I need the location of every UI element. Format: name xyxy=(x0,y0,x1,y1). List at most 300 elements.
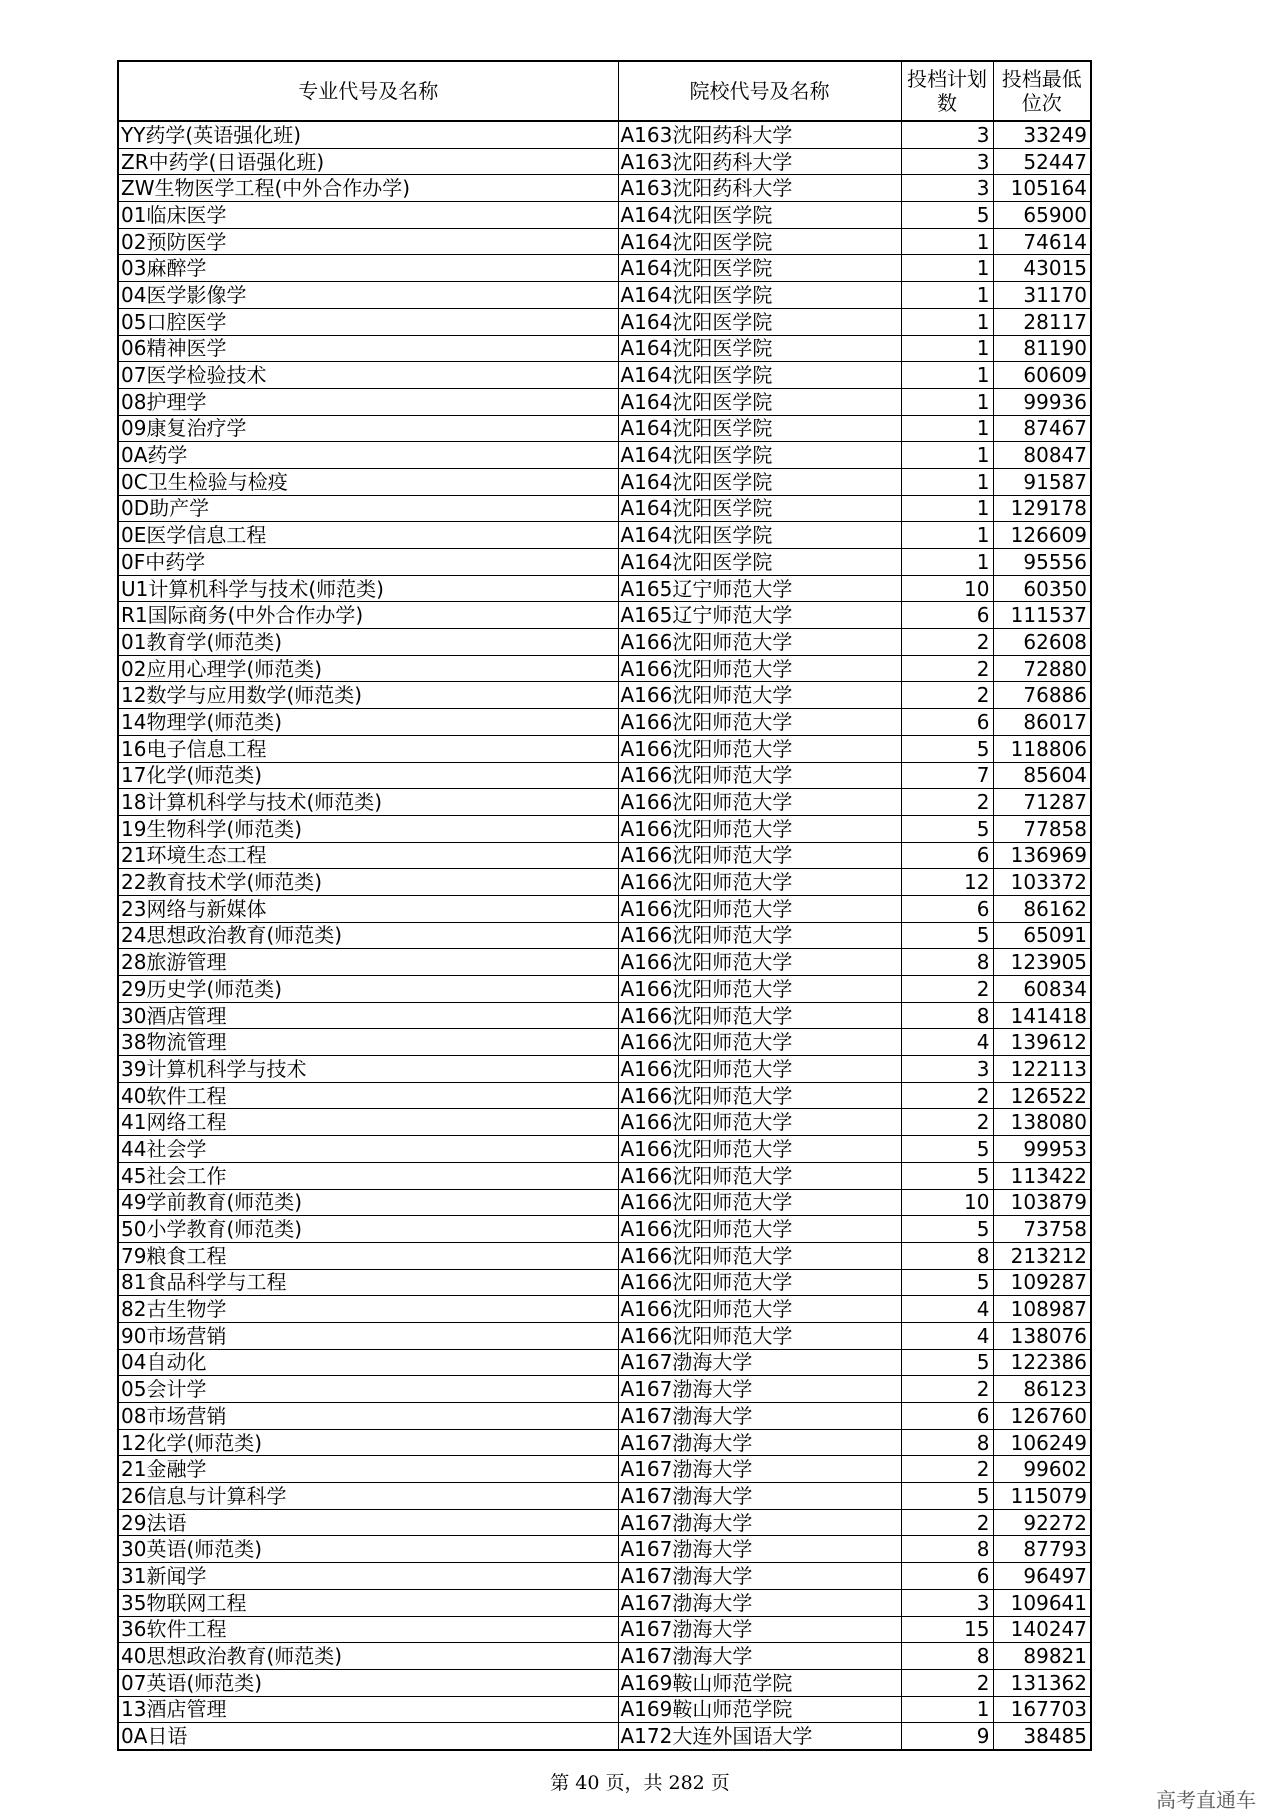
page-number: 第 40 页，共 282 页 xyxy=(550,1772,730,1794)
major-cell: ZR中药学(日语强化班) xyxy=(118,148,618,175)
table-row xyxy=(118,1029,1091,1056)
school-cell: A164沈阳医学院 xyxy=(618,415,901,442)
rank-cell: 52447 xyxy=(993,148,1091,175)
school-cell: A163沈阳药科大学 xyxy=(618,121,901,148)
plan-cell: 2 xyxy=(901,789,993,816)
major-cell: U1计算机科学与技术(师范类) xyxy=(118,575,618,602)
school-cell: A166沈阳师范大学 xyxy=(618,1029,901,1056)
major-cell: 09康复治疗学 xyxy=(118,415,618,442)
plan-cell: 1 xyxy=(901,415,993,442)
header-rank: 投档最低位次 xyxy=(993,61,1091,121)
table-row xyxy=(118,1403,1091,1430)
rank-cell: 31170 xyxy=(993,282,1091,309)
school-cell: A166沈阳师范大学 xyxy=(618,976,901,1003)
table-row xyxy=(118,869,1091,896)
rank-cell: 105164 xyxy=(993,175,1091,202)
major-cell: 28旅游管理 xyxy=(118,949,618,976)
major-cell: 29法语 xyxy=(118,1509,618,1536)
header-school: 院校代号及名称 xyxy=(618,61,901,121)
school-cell: A165辽宁师范大学 xyxy=(618,575,901,602)
school-cell: A164沈阳医学院 xyxy=(618,388,901,415)
major-cell: 0D助产学 xyxy=(118,495,618,522)
table-row xyxy=(118,762,1091,789)
rank-cell: 122113 xyxy=(993,1056,1091,1083)
plan-cell: 6 xyxy=(901,602,993,629)
school-cell: A172大连外国语大学 xyxy=(618,1723,901,1750)
rank-cell: 131362 xyxy=(993,1669,1091,1696)
plan-cell: 5 xyxy=(901,815,993,842)
school-cell: A166沈阳师范大学 xyxy=(618,1269,901,1296)
school-cell: A164沈阳医学院 xyxy=(618,549,901,576)
rank-cell: 76886 xyxy=(993,682,1091,709)
plan-cell: 5 xyxy=(901,1269,993,1296)
school-cell: A164沈阳医学院 xyxy=(618,442,901,469)
school-cell: A166沈阳师范大学 xyxy=(618,789,901,816)
table-body xyxy=(118,121,1091,1750)
major-cell: 08市场营销 xyxy=(118,1403,618,1430)
rank-cell: 138080 xyxy=(993,1109,1091,1136)
school-cell: A167渤海大学 xyxy=(618,1483,901,1510)
school-cell: A167渤海大学 xyxy=(618,1376,901,1403)
rank-cell: 129178 xyxy=(993,495,1091,522)
school-cell: A167渤海大学 xyxy=(618,1403,901,1430)
plan-cell: 9 xyxy=(901,1723,993,1750)
header-major: 专业代号及名称 xyxy=(118,61,618,121)
major-cell: 07英语(师范类) xyxy=(118,1669,618,1696)
major-cell: 19生物科学(师范类) xyxy=(118,815,618,842)
table-row xyxy=(118,1162,1091,1189)
major-cell: 04医学影像学 xyxy=(118,282,618,309)
major-cell: 07医学检验技术 xyxy=(118,362,618,389)
major-cell: 29历史学(师范类) xyxy=(118,976,618,1003)
school-cell: A166沈阳师范大学 xyxy=(618,1136,901,1163)
table-row xyxy=(118,549,1091,576)
rank-cell: 213212 xyxy=(993,1242,1091,1269)
table-row xyxy=(118,1002,1091,1029)
plan-cell: 1 xyxy=(901,388,993,415)
rank-cell: 167703 xyxy=(993,1696,1091,1723)
rank-cell: 95556 xyxy=(993,549,1091,576)
major-cell: 0C卫生检验与检疫 xyxy=(118,468,618,495)
table-row xyxy=(118,362,1091,389)
plan-cell: 8 xyxy=(901,1002,993,1029)
rank-cell: 103879 xyxy=(993,1189,1091,1216)
major-cell: 03麻醉学 xyxy=(118,255,618,282)
plan-cell: 10 xyxy=(901,575,993,602)
plan-cell: 5 xyxy=(901,735,993,762)
school-cell: A164沈阳医学院 xyxy=(618,255,901,282)
major-cell: 12数学与应用数学(师范类) xyxy=(118,682,618,709)
major-cell: 44社会学 xyxy=(118,1136,618,1163)
major-cell: 01临床医学 xyxy=(118,202,618,229)
plan-cell: 2 xyxy=(901,1509,993,1536)
table-row xyxy=(118,495,1091,522)
plan-cell: 5 xyxy=(901,1483,993,1510)
school-cell: A166沈阳师范大学 xyxy=(618,709,901,736)
school-cell: A166沈阳师范大学 xyxy=(618,1162,901,1189)
table-row xyxy=(118,1056,1091,1083)
rank-cell: 28117 xyxy=(993,308,1091,335)
major-cell: 13酒店管理 xyxy=(118,1696,618,1723)
table-row xyxy=(118,1616,1091,1643)
plan-cell: 5 xyxy=(901,202,993,229)
table-row xyxy=(118,735,1091,762)
rank-cell: 103372 xyxy=(993,869,1091,896)
plan-cell: 2 xyxy=(901,682,993,709)
table-row xyxy=(118,575,1091,602)
table-row xyxy=(118,895,1091,922)
table-row xyxy=(118,1349,1091,1376)
table-row xyxy=(118,415,1091,442)
plan-cell: 3 xyxy=(901,1589,993,1616)
major-cell: 50小学教育(师范类) xyxy=(118,1216,618,1243)
school-cell: A167渤海大学 xyxy=(618,1349,901,1376)
rank-cell: 60609 xyxy=(993,362,1091,389)
school-cell: A167渤海大学 xyxy=(618,1509,901,1536)
major-cell: 08护理学 xyxy=(118,388,618,415)
plan-cell: 6 xyxy=(901,1403,993,1430)
school-cell: A166沈阳师范大学 xyxy=(618,895,901,922)
plan-cell: 5 xyxy=(901,1162,993,1189)
plan-cell: 1 xyxy=(901,282,993,309)
table-row xyxy=(118,1643,1091,1670)
rank-cell: 62608 xyxy=(993,629,1091,656)
rank-cell: 126609 xyxy=(993,522,1091,549)
rank-cell: 123905 xyxy=(993,949,1091,976)
major-cell: R1国际商务(中外合作办学) xyxy=(118,602,618,629)
major-cell: 23网络与新媒体 xyxy=(118,895,618,922)
table-row xyxy=(118,1589,1091,1616)
rank-cell: 115079 xyxy=(993,1483,1091,1510)
major-cell: 26信息与计算科学 xyxy=(118,1483,618,1510)
plan-cell: 2 xyxy=(901,1669,993,1696)
major-cell: 01教育学(师范类) xyxy=(118,629,618,656)
rank-cell: 81190 xyxy=(993,335,1091,362)
major-cell: 14物理学(师范类) xyxy=(118,709,618,736)
major-cell: 02应用心理学(师范类) xyxy=(118,655,618,682)
plan-cell: 1 xyxy=(901,228,993,255)
rank-cell: 80847 xyxy=(993,442,1091,469)
major-cell: 38物流管理 xyxy=(118,1029,618,1056)
table-row xyxy=(118,1322,1091,1349)
major-cell: 36软件工程 xyxy=(118,1616,618,1643)
rank-cell: 109287 xyxy=(993,1269,1091,1296)
school-cell: A169鞍山师范学院 xyxy=(618,1669,901,1696)
plan-cell: 12 xyxy=(901,869,993,896)
table-row xyxy=(118,282,1091,309)
school-cell: A167渤海大学 xyxy=(618,1643,901,1670)
table-row xyxy=(118,1696,1091,1723)
school-cell: A166沈阳师范大学 xyxy=(618,1216,901,1243)
plan-cell: 2 xyxy=(901,629,993,656)
school-cell: A166沈阳师范大学 xyxy=(618,949,901,976)
table-row xyxy=(118,1483,1091,1510)
plan-cell: 1 xyxy=(901,468,993,495)
major-cell: 18计算机科学与技术(师范类) xyxy=(118,789,618,816)
plan-cell: 3 xyxy=(901,148,993,175)
rank-cell: 85604 xyxy=(993,762,1091,789)
rank-cell: 96497 xyxy=(993,1563,1091,1590)
plan-cell: 6 xyxy=(901,895,993,922)
major-cell: 0E医学信息工程 xyxy=(118,522,618,549)
table-row xyxy=(118,842,1091,869)
plan-cell: 15 xyxy=(901,1616,993,1643)
rank-cell: 136969 xyxy=(993,842,1091,869)
rank-cell: 86162 xyxy=(993,895,1091,922)
major-cell: 02预防医学 xyxy=(118,228,618,255)
major-cell: 45社会工作 xyxy=(118,1162,618,1189)
table-row xyxy=(118,175,1091,202)
table-row xyxy=(118,1456,1091,1483)
plan-cell: 2 xyxy=(901,1376,993,1403)
plan-cell: 2 xyxy=(901,976,993,1003)
school-cell: A164沈阳医学院 xyxy=(618,468,901,495)
major-cell: 30酒店管理 xyxy=(118,1002,618,1029)
table-row xyxy=(118,1296,1091,1323)
rank-cell: 38485 xyxy=(993,1723,1091,1750)
school-cell: A166沈阳师范大学 xyxy=(618,735,901,762)
plan-cell: 1 xyxy=(901,522,993,549)
school-cell: A167渤海大学 xyxy=(618,1616,901,1643)
school-cell: A164沈阳医学院 xyxy=(618,282,901,309)
major-cell: ZW生物医学工程(中外合作办学) xyxy=(118,175,618,202)
school-cell: A164沈阳医学院 xyxy=(618,335,901,362)
major-cell: 79粮食工程 xyxy=(118,1242,618,1269)
school-cell: A166沈阳师范大学 xyxy=(618,815,901,842)
major-cell: 0A药学 xyxy=(118,442,618,469)
school-cell: A166沈阳师范大学 xyxy=(618,1242,901,1269)
rank-cell: 126522 xyxy=(993,1082,1091,1109)
major-cell: 31新闻学 xyxy=(118,1563,618,1590)
header-plan: 投档计划数 xyxy=(901,61,993,121)
table-row xyxy=(118,255,1091,282)
table-row xyxy=(118,655,1091,682)
plan-cell: 10 xyxy=(901,1189,993,1216)
school-cell: A164沈阳医学院 xyxy=(618,308,901,335)
school-cell: A167渤海大学 xyxy=(618,1429,901,1456)
plan-cell: 2 xyxy=(901,1082,993,1109)
rank-cell: 109641 xyxy=(993,1589,1091,1616)
table-row xyxy=(118,922,1091,949)
plan-cell: 6 xyxy=(901,1563,993,1590)
school-cell: A166沈阳师范大学 xyxy=(618,842,901,869)
school-cell: A164沈阳医学院 xyxy=(618,202,901,229)
plan-cell: 1 xyxy=(901,335,993,362)
rank-cell: 65091 xyxy=(993,922,1091,949)
major-cell: 24思想政治教育(师范类) xyxy=(118,922,618,949)
watermark-text: 高考直通车 xyxy=(1156,1788,1256,1812)
rank-cell: 99602 xyxy=(993,1456,1091,1483)
table-row xyxy=(118,522,1091,549)
major-cell: 40软件工程 xyxy=(118,1082,618,1109)
major-cell: 35物联网工程 xyxy=(118,1589,618,1616)
rank-cell: 141418 xyxy=(993,1002,1091,1029)
school-cell: A166沈阳师范大学 xyxy=(618,682,901,709)
school-cell: A166沈阳师范大学 xyxy=(618,1082,901,1109)
school-cell: A166沈阳师范大学 xyxy=(618,655,901,682)
major-cell: 16电子信息工程 xyxy=(118,735,618,762)
table-row xyxy=(118,1216,1091,1243)
rank-cell: 87793 xyxy=(993,1536,1091,1563)
rank-cell: 108987 xyxy=(993,1296,1091,1323)
table-row xyxy=(118,308,1091,335)
plan-cell: 5 xyxy=(901,1349,993,1376)
table-row xyxy=(118,468,1091,495)
plan-cell: 1 xyxy=(901,549,993,576)
table-row xyxy=(118,388,1091,415)
plan-cell: 5 xyxy=(901,1136,993,1163)
major-cell: 17化学(师范类) xyxy=(118,762,618,789)
plan-cell: 8 xyxy=(901,949,993,976)
major-cell: 40思想政治教育(师范类) xyxy=(118,1643,618,1670)
major-cell: 0A日语 xyxy=(118,1723,618,1750)
major-cell: 12化学(师范类) xyxy=(118,1429,618,1456)
major-cell: 39计算机科学与技术 xyxy=(118,1056,618,1083)
rank-cell: 139612 xyxy=(993,1029,1091,1056)
plan-cell: 2 xyxy=(901,1456,993,1483)
table-row xyxy=(118,335,1091,362)
plan-cell: 5 xyxy=(901,1216,993,1243)
school-cell: A166沈阳师范大学 xyxy=(618,869,901,896)
table-row xyxy=(118,602,1091,629)
table-row xyxy=(118,949,1091,976)
plan-cell: 4 xyxy=(901,1029,993,1056)
school-cell: A163沈阳药科大学 xyxy=(618,175,901,202)
plan-cell: 6 xyxy=(901,842,993,869)
rank-cell: 113422 xyxy=(993,1162,1091,1189)
table-row xyxy=(118,1669,1091,1696)
plan-cell: 1 xyxy=(901,362,993,389)
major-cell: 21金融学 xyxy=(118,1456,618,1483)
school-cell: A167渤海大学 xyxy=(618,1589,901,1616)
plan-cell: 7 xyxy=(901,762,993,789)
major-cell: YY药学(英语强化班) xyxy=(118,121,618,148)
rank-cell: 60834 xyxy=(993,976,1091,1003)
table-row xyxy=(118,121,1091,148)
rank-cell: 74614 xyxy=(993,228,1091,255)
plan-cell: 3 xyxy=(901,121,993,148)
plan-cell: 8 xyxy=(901,1643,993,1670)
rank-cell: 86017 xyxy=(993,709,1091,736)
major-cell: 06精神医学 xyxy=(118,335,618,362)
school-cell: A166沈阳师范大学 xyxy=(618,762,901,789)
rank-cell: 126760 xyxy=(993,1403,1091,1430)
school-cell: A169鞍山师范学院 xyxy=(618,1696,901,1723)
major-cell: 81食品科学与工程 xyxy=(118,1269,618,1296)
school-cell: A166沈阳师范大学 xyxy=(618,629,901,656)
rank-cell: 77858 xyxy=(993,815,1091,842)
school-cell: A166沈阳师范大学 xyxy=(618,922,901,949)
school-cell: A167渤海大学 xyxy=(618,1536,901,1563)
table-row xyxy=(118,789,1091,816)
table-row xyxy=(118,709,1091,736)
school-cell: A165辽宁师范大学 xyxy=(618,602,901,629)
plan-cell: 6 xyxy=(901,709,993,736)
rank-cell: 72880 xyxy=(993,655,1091,682)
table-row xyxy=(118,815,1091,842)
table-row xyxy=(118,148,1091,175)
plan-cell: 8 xyxy=(901,1536,993,1563)
table-row xyxy=(118,442,1091,469)
plan-cell: 2 xyxy=(901,1109,993,1136)
plan-cell: 8 xyxy=(901,1429,993,1456)
rank-cell: 43015 xyxy=(993,255,1091,282)
major-cell: 21环境生态工程 xyxy=(118,842,618,869)
rank-cell: 99953 xyxy=(993,1136,1091,1163)
plan-cell: 1 xyxy=(901,495,993,522)
table-row xyxy=(118,228,1091,255)
table-row xyxy=(118,1082,1091,1109)
school-cell: A164沈阳医学院 xyxy=(618,228,901,255)
major-cell: 49学前教育(师范类) xyxy=(118,1189,618,1216)
major-cell: 30英语(师范类) xyxy=(118,1536,618,1563)
table-row xyxy=(118,1189,1091,1216)
plan-cell: 3 xyxy=(901,1056,993,1083)
school-cell: A166沈阳师范大学 xyxy=(618,1322,901,1349)
table-row xyxy=(118,629,1091,656)
plan-cell: 1 xyxy=(901,255,993,282)
school-cell: A166沈阳师范大学 xyxy=(618,1056,901,1083)
plan-cell: 1 xyxy=(901,1696,993,1723)
major-cell: 41网络工程 xyxy=(118,1109,618,1136)
plan-cell: 1 xyxy=(901,308,993,335)
table-row xyxy=(118,1136,1091,1163)
header-row xyxy=(118,61,1091,121)
rank-cell: 87467 xyxy=(993,415,1091,442)
major-cell: 05会计学 xyxy=(118,1376,618,1403)
plan-cell: 5 xyxy=(901,922,993,949)
rank-cell: 73758 xyxy=(993,1216,1091,1243)
rank-cell: 118806 xyxy=(993,735,1091,762)
rank-cell: 60350 xyxy=(993,575,1091,602)
table-row xyxy=(118,1509,1091,1536)
table-row xyxy=(118,1376,1091,1403)
plan-cell: 1 xyxy=(901,442,993,469)
plan-cell: 4 xyxy=(901,1322,993,1349)
school-cell: A164沈阳医学院 xyxy=(618,362,901,389)
table-row xyxy=(118,976,1091,1003)
major-cell: 05口腔医学 xyxy=(118,308,618,335)
major-cell: 0F中药学 xyxy=(118,549,618,576)
school-cell: A166沈阳师范大学 xyxy=(618,1002,901,1029)
rank-cell: 71287 xyxy=(993,789,1091,816)
rank-cell: 138076 xyxy=(993,1322,1091,1349)
table-row xyxy=(118,1723,1091,1750)
rank-cell: 111537 xyxy=(993,602,1091,629)
school-cell: A167渤海大学 xyxy=(618,1563,901,1590)
school-cell: A163沈阳药科大学 xyxy=(618,148,901,175)
table-row xyxy=(118,1109,1091,1136)
school-cell: A164沈阳医学院 xyxy=(618,522,901,549)
plan-cell: 8 xyxy=(901,1242,993,1269)
rank-cell: 91587 xyxy=(993,468,1091,495)
admission-table xyxy=(117,60,1092,1751)
plan-cell: 4 xyxy=(901,1296,993,1323)
table-row xyxy=(118,682,1091,709)
table-row xyxy=(118,1429,1091,1456)
table-row xyxy=(118,202,1091,229)
table-row xyxy=(118,1269,1091,1296)
major-cell: 22教育技术学(师范类) xyxy=(118,869,618,896)
plan-cell: 2 xyxy=(901,655,993,682)
rank-cell: 92272 xyxy=(993,1509,1091,1536)
major-cell: 90市场营销 xyxy=(118,1322,618,1349)
rank-cell: 99936 xyxy=(993,388,1091,415)
rank-cell: 122386 xyxy=(993,1349,1091,1376)
rank-cell: 86123 xyxy=(993,1376,1091,1403)
table-row xyxy=(118,1242,1091,1269)
major-cell: 82古生物学 xyxy=(118,1296,618,1323)
